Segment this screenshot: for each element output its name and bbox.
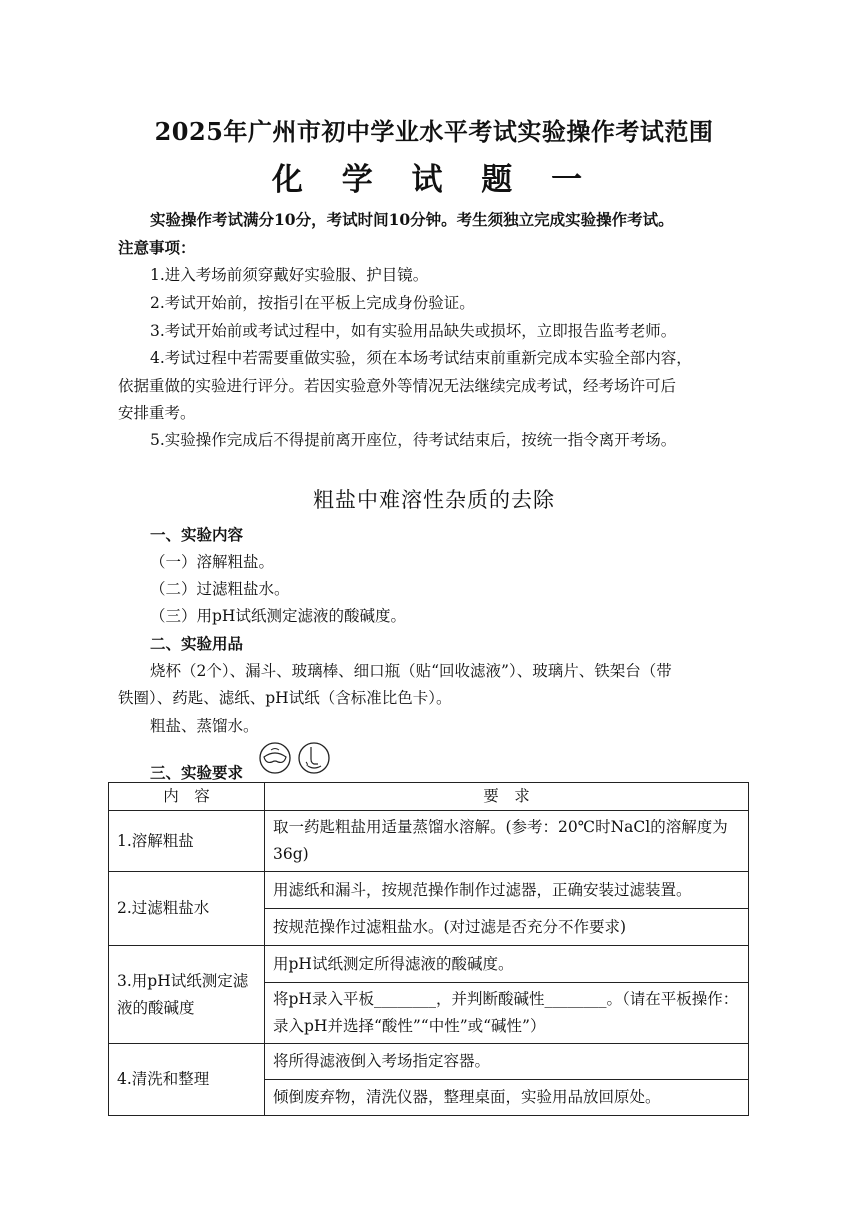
content-item: （一）溶解粗盐。 [150,553,275,571]
experiment-title: 粗盐中难溶性杂质的去除 [313,488,555,512]
table-cell-requirement: 用滤纸和漏斗，按规范操作制作过滤器，正确安装过滤装置。 [265,872,749,909]
materials-line: 粗盐、蒸馏水。 [150,717,259,735]
section-heading: 一、实验内容 [150,525,244,544]
table-cell-content: 1.溶解粗盐 [109,811,265,872]
materials-line: 烧杯（2个）、漏斗、玻璃棒、细口瓶（贴“回收滤液”）、玻璃片、铁架台（带 [150,662,672,680]
note-item: 3.考试开始前或考试过程中，如有实验用品缺失或损坏，立即报告监考老师。 [150,322,677,340]
table-cell-requirement: 将pH录入平板________，并判断酸碱性________。（请在平板操作：录入pH并选择“酸性”“中性”或“碱性”） [265,983,749,1044]
exam-rule: 实验操作考试满分10分，考试时间10分钟。考生须独立完成实验操作考试。 [150,210,674,229]
goggles-icon [260,743,290,773]
content-item: （二）过滤粗盐水。 [150,580,290,598]
document-subtitle: 化 学 试 题 一 [271,162,597,198]
notes-heading: 注意事项： [118,238,196,257]
note-item: 4.考试过程中若需要重做实验，须在本场考试结束前重新完成本实验全部内容， [150,349,692,367]
table-cell-content: 3.用pH试纸测定滤液的酸碱度 [109,946,265,1044]
table-cell-requirement: 将所得滤液倒入考场指定容器。 [265,1044,749,1080]
note-item-continued: 安排重考。 [118,404,196,422]
table-row [109,811,749,872]
content-item: （三）用pH试纸测定滤液的酸碱度。 [150,607,406,625]
note-item: 1.进入考场前须穿戴好实验服、护目镜。 [150,266,429,284]
table-cell-requirement: 用pH试纸测定所得滤液的酸碱度。 [265,946,749,983]
table-cell-requirement: 按规范操作过滤粗盐水。(对过滤是否充分不作要求) [265,909,749,946]
table-cell-requirement: 倾倒废弃物，清洗仪器，整理桌面，实验用品放回原处。 [265,1080,749,1116]
table-row [109,872,749,909]
table-header-row [109,783,749,811]
document-title: 2025年广州市初中学业水平考试实验操作考试范围 [154,117,714,146]
requirements-table [108,782,749,1116]
hand-wash-icon [299,743,329,773]
note-item: 2.考试开始前，按指引在平板上完成身份验证。 [150,294,475,312]
note-item: 5.实验操作完成后不得提前离开座位，待考试结束后，按统一指令离开考场。 [150,431,677,449]
safety-icons [258,740,334,780]
section-heading: 二、实验用品 [150,634,244,653]
table-header-content: 内 容 [109,783,265,811]
table-header-requirements: 要 求 [265,783,749,811]
materials-line: 铁圈）、药匙、滤纸、pH试纸（含标准比色卡）。 [118,689,452,707]
table-row [109,1044,749,1080]
table-cell-content: 4.清洗和整理 [109,1044,265,1116]
section-heading: 三、实验要求 [150,763,244,782]
note-item-continued: 依据重做的实验进行评分。若因实验意外等情况无法继续完成考试，经考场许可后 [118,377,677,395]
table-cell-content: 2.过滤粗盐水 [109,872,265,946]
table-cell-requirement: 取一药匙粗盐用适量蒸馏水溶解。(参考：20℃时NaCl的溶解度为36g) [265,811,749,872]
table-row [109,946,749,983]
